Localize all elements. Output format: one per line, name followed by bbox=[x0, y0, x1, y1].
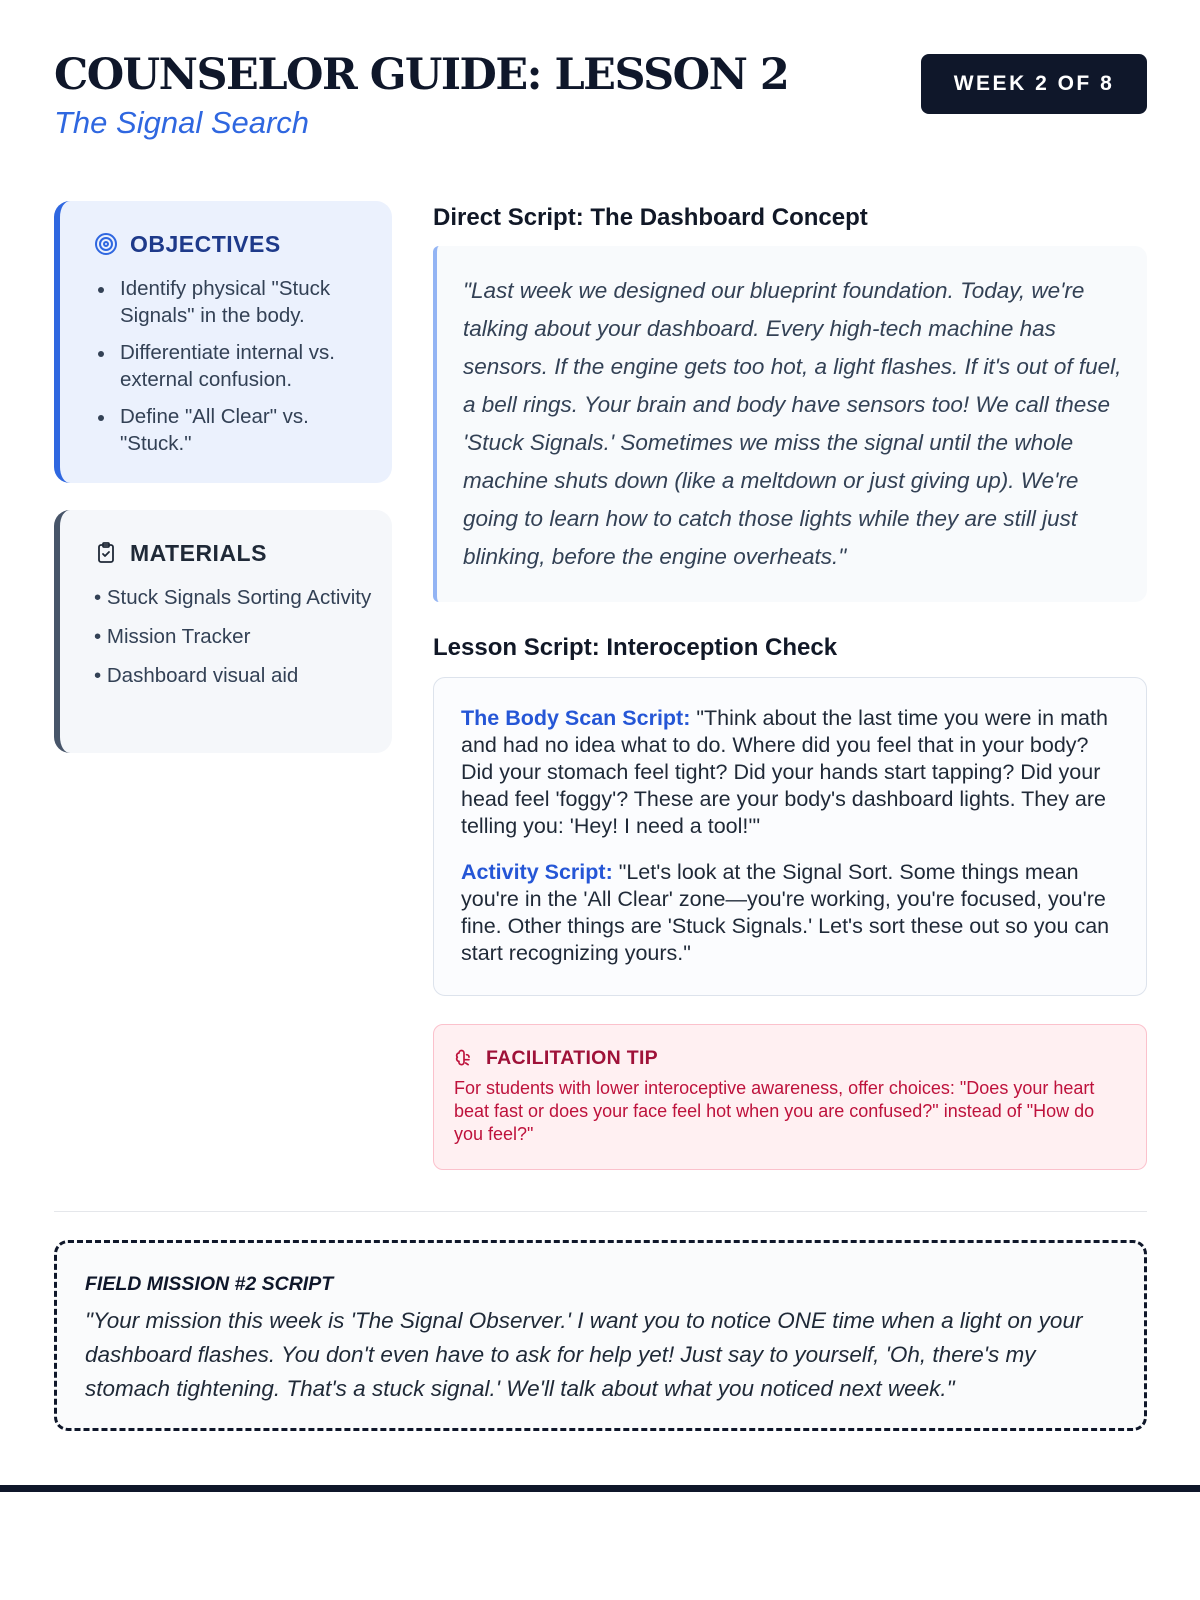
objectives-card bbox=[54, 201, 392, 483]
list-item: Differentiate internal vs. external confusion. bbox=[94, 339, 372, 393]
list-item: • Dashboard visual aid bbox=[94, 664, 299, 687]
mission-title: FIELD MISSION #2 SCRIPT bbox=[85, 1273, 334, 1295]
page-header bbox=[54, 50, 1147, 160]
week-badge: WEEK 2 OF 8 bbox=[921, 54, 1147, 114]
page-title: COUNSELOR GUIDE: LESSON 2 bbox=[54, 50, 789, 100]
lesson-script-box bbox=[433, 677, 1147, 996]
body-scan-script bbox=[461, 705, 1120, 840]
footer-bar bbox=[0, 1485, 1200, 1492]
target-icon bbox=[94, 232, 118, 256]
brain-icon bbox=[454, 1048, 474, 1068]
activity-script bbox=[461, 859, 1120, 967]
page-subtitle: The Signal Search bbox=[54, 104, 310, 140]
direct-script-text: "Last week we designed our blueprint foundation. Today, we're talking about your dashboard. Every high-tech machine has sensors. If the engine gets too hot, a light flashes. If it's out of fuel, a bell rings. Your brain and body have sensors too! We call these 'Stuck Signals.' Sometimes we miss the signal until the whole machine shuts down (like a meltdown or just giving up). We're going to learn how to catch those lights while they are still just blinking, before the engine overheats." bbox=[463, 278, 1122, 569]
materials-header bbox=[94, 538, 372, 568]
materials-list bbox=[94, 582, 372, 692]
facilitation-tip bbox=[433, 1024, 1147, 1170]
list-item: • Stuck Signals Sorting Activity bbox=[94, 586, 372, 609]
activity-text: "Let's look at the Signal Sort. Some things mean you're in the 'All Clear' zone—you're working, you're focused, you're fine. Other things are 'Stuck Signals.' Let's sort these out so you can start recognizing yours." bbox=[461, 860, 1110, 965]
direct-script-quote bbox=[433, 246, 1147, 602]
section-divider bbox=[54, 1211, 1147, 1212]
lesson-script-title: Lesson Script: Interoception Check bbox=[433, 634, 838, 661]
activity-label: Activity Script: bbox=[461, 860, 613, 884]
field-mission-box bbox=[54, 1240, 1147, 1431]
body-scan-label: The Body Scan Script: bbox=[461, 706, 691, 730]
list-item: Identify physical "Stuck Signals" in the body. bbox=[94, 275, 372, 329]
body-scan-text: "Think about the last time you were in math and had no idea what to do. Where did you feel that in your body? Did your stomach feel tight? Did your hands start tapping? Did your head feel 'foggy'? These are your body's dashboard lights. They are telling you: 'Hey! I need a tool!'" bbox=[461, 706, 1108, 838]
mission-text: "Your mission this week is 'The Signal Observer.' I want you to notice ONE time when a light on your dashboard flashes. You don't even have to ask for help yet! Just say to yourself, 'Oh, there's my stomach tightening. That's a stuck signal.' We'll talk about what you noticed next week." bbox=[85, 1308, 1083, 1401]
tip-title: FACILITATION TIP bbox=[486, 1046, 658, 1069]
clipboard-check-icon bbox=[94, 541, 118, 565]
materials-title: MATERIALS bbox=[130, 539, 267, 566]
objectives-list bbox=[94, 275, 372, 457]
list-item: • Mission Tracker bbox=[94, 625, 251, 648]
tip-text: For students with lower interoceptive awareness, offer choices: "Does your heart beat fast or does your face feel hot when you are confused?" instead of "How do you feel?" bbox=[454, 1078, 1095, 1144]
objectives-title: OBJECTIVES bbox=[130, 230, 281, 257]
objectives-header bbox=[94, 229, 372, 259]
materials-card bbox=[54, 510, 392, 753]
direct-script-title: Direct Script: The Dashboard Concept bbox=[433, 204, 868, 231]
tip-header bbox=[454, 1045, 1126, 1071]
list-item: Define "All Clear" vs. "Stuck." bbox=[94, 403, 372, 457]
